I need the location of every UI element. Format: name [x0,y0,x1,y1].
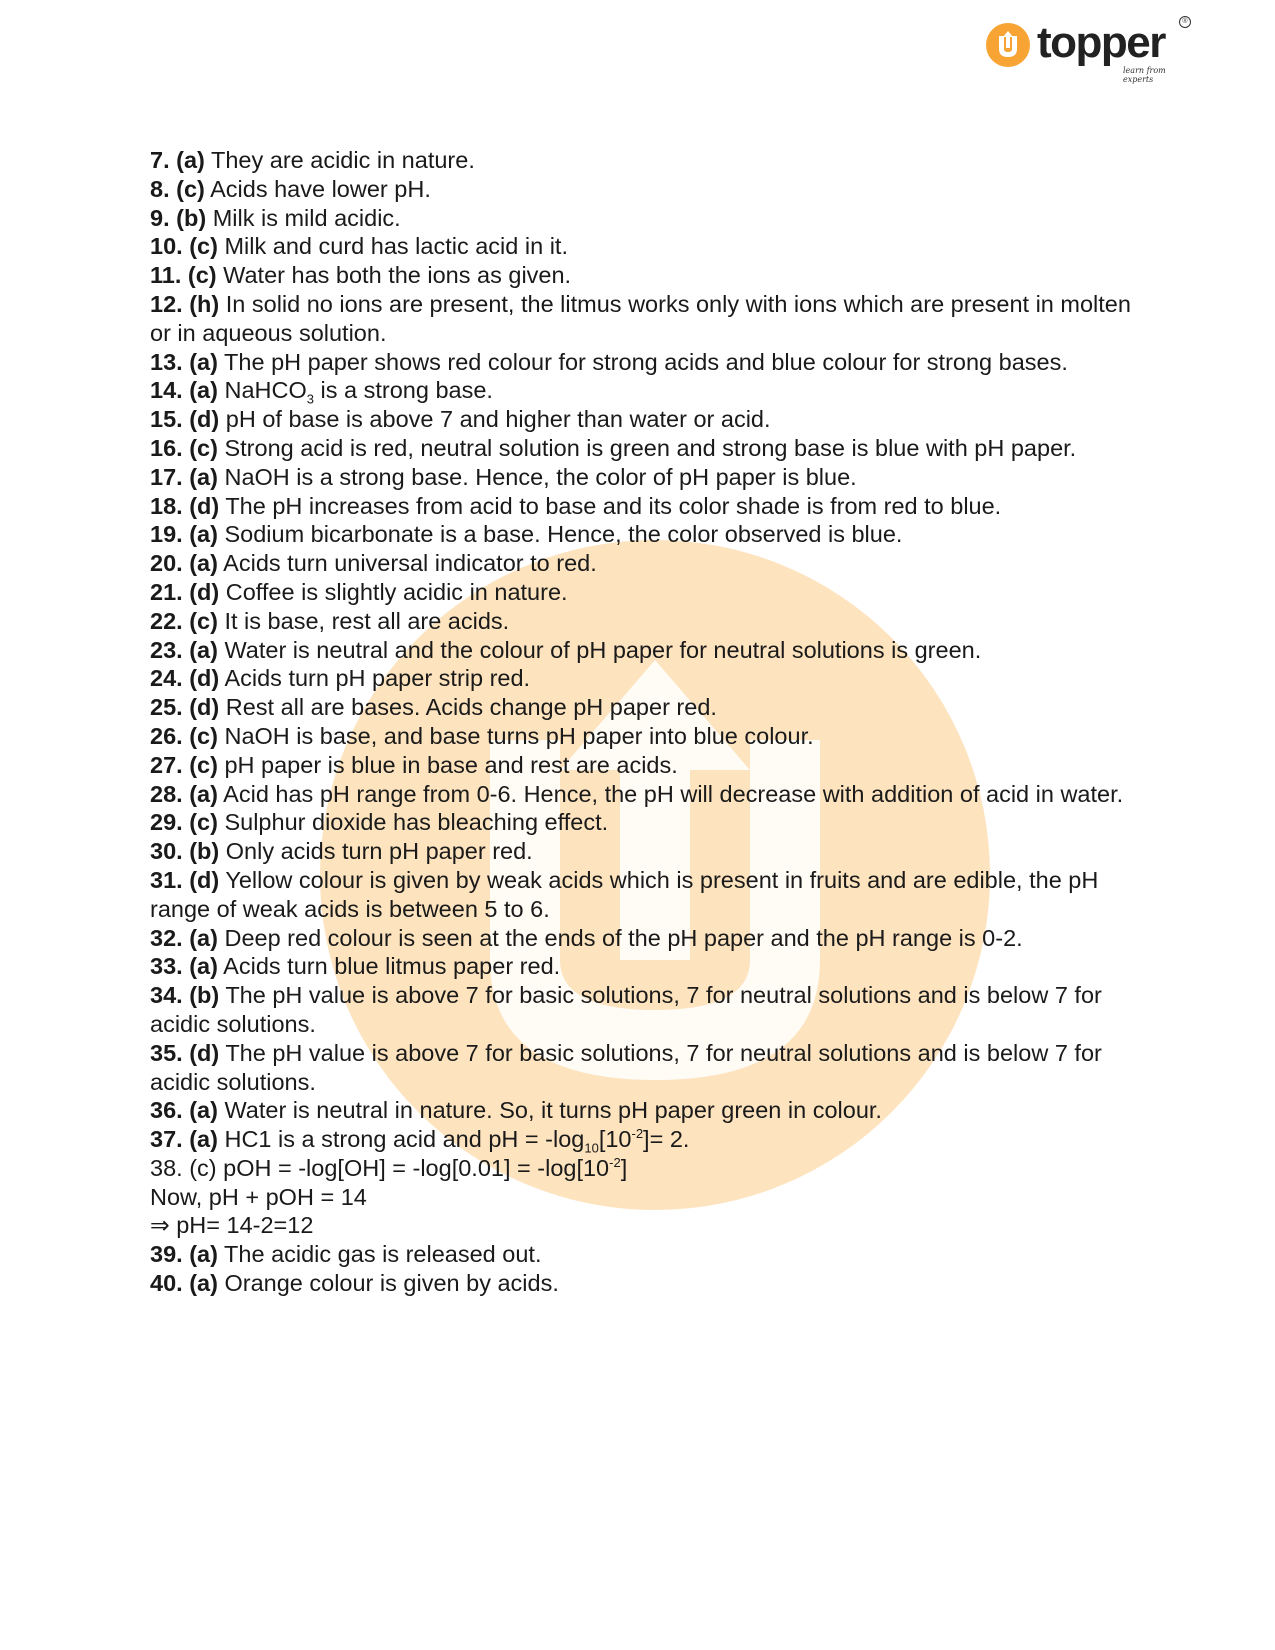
answer-option: (a) [189,636,218,663]
answer-option: (a) [176,147,205,173]
answer-item-38-line1 [150,1154,1135,1183]
answer-number: 9. [150,204,170,231]
answer-item [150,434,1135,463]
answer-option: (a) [189,1126,218,1153]
answer-number: 33. [150,953,183,980]
answer-option: (c) [176,175,205,202]
answer-option: (a) [189,924,218,951]
answer-text: The acidic gas is released out. [224,1241,542,1268]
answer-number: 28. [150,780,183,807]
answer-text: NaOH is base, and base turns pH paper into blue colour. [224,722,814,749]
answer-number: 18. [150,492,183,519]
answer-text: Acids turn pH paper strip red. [224,665,531,692]
answer-option: (a) [189,1097,218,1124]
answer-option: (c) [189,722,218,749]
answer-number: 19. [150,521,183,548]
answer-number: 26. [150,722,183,749]
answer-text: NaOH is a strong base. Hence, the color of pH paper is blue. [224,463,857,490]
answer-number: 21. [150,578,183,605]
answer-item [150,463,1135,492]
answer-item [150,837,1135,866]
answer-item [150,636,1135,665]
logo-wordmark: topper [1037,18,1165,67]
logo-tagline: learn from experts [1123,66,1166,84]
answer-item [150,261,1135,290]
answer-option: (a) [189,521,218,548]
answer-number: 20. [150,550,183,577]
answer-item [150,693,1135,722]
answer-text: The pH paper shows red colour for strong acids and blue colour for strong bases. [224,348,1068,375]
answer-38-text-end: ] [620,1154,628,1181]
answer-option: (a) [189,780,218,807]
answer-text: Sulphur dioxide has bleaching effect. [224,809,609,836]
log-base-subscript: 10 [584,1140,599,1156]
answer-option: (d) [189,866,220,893]
answer-item [150,405,1135,434]
answer-item [150,866,1135,924]
answer-item [150,146,1135,175]
answer-option: (d) [189,492,220,519]
answer-text: Rest all are bases. Acids change pH paper red. [225,694,717,721]
answer-text: Milk is mild acidic. [212,204,401,231]
answer-option: (c) [189,751,218,778]
answer-number: 10. [150,233,183,260]
topper-logo-icon [985,22,1031,68]
answer-item [150,952,1135,981]
answer-item [150,549,1135,578]
answer-text: Acid has pH range from 0-6. Hence, the pH will decrease with addition of acid in water. [223,780,1124,807]
answer-text: Water is neutral in nature. So, it turns pH paper green in colour. [224,1097,882,1124]
answer-item [150,376,1135,408]
answer-item [150,290,1135,348]
answer-number: 15. [150,406,183,433]
answer-item [150,175,1135,204]
answer-option: (c) [189,809,218,836]
answer-text-2: is a strong base. [313,377,493,404]
answer-text: Acids have lower pH. [210,175,431,202]
answer-option: (d) [189,694,220,721]
answer-number: 31. [150,866,183,893]
answer-text: In solid no ions are present, the litmus works only with ions which are present in molten or in aqueous solution. [150,290,1131,346]
answer-item [150,981,1135,1039]
answer-item-38-line3: ⇒ pH= 14-2=12 [150,1212,314,1239]
answer-text: The pH increases from acid to base and its color shade is from red to blue. [225,492,1002,519]
answer-option: (b) [189,838,220,865]
answer-item [150,348,1135,377]
answer-option: (b) [176,204,207,231]
answer-number: 8. [150,175,170,202]
answer-text: HC1 is a strong acid and pH = -log [224,1126,585,1153]
answer-text: They are acidic in nature. [210,147,475,173]
answer-number: 27. [150,751,183,778]
answer-number: 13. [150,348,183,375]
answer-number: 7. [150,147,170,173]
answer-text: It is base, rest all are acids. [224,607,510,634]
answer-text: Strong acid is red, neutral solution is green and strong base is blue with pH paper. [224,434,1077,461]
answer-text: The pH value is above 7 for basic solutions, 7 for neutral solutions and is below 7 for acidic solutions. [150,982,1102,1037]
answers-container [150,146,1135,1125]
answer-number: 35. [150,1039,183,1066]
answer-option: (c) [187,262,217,289]
answer-option: (a) [189,1241,218,1268]
answer-text: Deep red colour is seen at the ends of the pH paper and the pH range is 0-2. [224,924,1023,951]
exponent-superscript: -2 [631,1126,644,1142]
answer-number: 39. [150,1241,183,1268]
answer-item-37 [150,1125,1135,1154]
answer-number: 37. [150,1126,183,1153]
answer-item-39 [150,1240,1135,1269]
answer-item-40 [150,1269,1135,1298]
answer-text: Water has both the ions as given. [223,262,572,289]
answer-item [150,1096,1135,1125]
answer-item [150,664,1135,693]
answer-item [150,924,1135,953]
registered-mark: ® [1179,16,1191,28]
answer-item [150,808,1135,837]
answer-number: 17. [150,463,183,490]
answer-number: 11. [150,262,182,289]
answer-list [150,146,1135,1298]
answer-option: (c) [189,233,218,260]
answer-option: (d) [189,665,220,692]
answer-text: The pH value is above 7 for basic solutions, 7 for neutral solutions and is below 7 for acidic solutions. [150,1039,1102,1095]
answer-number: 16. [150,434,183,461]
answer-item [150,232,1135,261]
answer-number: 29. [150,809,183,836]
answer-number: 36. [150,1097,183,1124]
answer-option: (d) [189,1039,220,1066]
answer-number: 24. [150,665,183,692]
answer-option: (d) [189,406,220,433]
answer-number: 23. [150,636,183,663]
answer-option: (c) [189,434,218,461]
answer-item-38-line2: Now, pH + pOH = 14 [150,1183,367,1210]
answer-text: Milk and curd has lactic acid in it. [224,233,568,260]
answer-option: (a) [189,463,218,490]
answer-number: 40. [150,1270,183,1297]
answer-item [150,751,1135,780]
answer-option: (h) [189,290,220,317]
answer-item [150,204,1135,233]
answer-item [150,520,1135,549]
answer-number: 14. [150,377,183,404]
answer-item [150,578,1135,607]
answer-item [150,492,1135,521]
answer-text: Sodium bicarbonate is a base. Hence, the color observed is blue. [224,521,903,548]
answer-option: (a) [189,550,218,577]
answer-38-text: 38. (c) pOH = -log[OH] = -log[0.01] = -log[10 [150,1154,610,1181]
answer-text: NaHCO [224,377,307,404]
answer-text: Coffee is slightly acidic in nature. [225,578,568,605]
answer-text: Water is neutral and the colour of pH paper for neutral solutions is green. [224,636,982,663]
answer-option: (d) [189,578,220,605]
answer-option: (b) [189,982,220,1009]
answer-number: 12. [150,290,183,317]
answer-text: pH of base is above 7 and higher than water or acid. [225,406,771,433]
answer-option: (a) [189,1270,218,1297]
answer-number: 30. [150,838,183,865]
topper-logo [985,16,1188,84]
answer-text: Acids turn blue litmus paper red. [223,953,561,980]
answer-number: 22. [150,607,183,634]
answer-option: (a) [189,953,218,980]
answer-number: 32. [150,924,183,951]
answer-option: (c) [189,607,218,634]
answer-item [150,722,1135,751]
answer-number: 25. [150,694,183,721]
formula-subscript: 3 [306,392,314,408]
answer-option: (a) [189,348,218,375]
answer-text-3: ]= 2. [643,1126,690,1153]
answer-text: Acids turn universal indicator to red. [223,550,597,577]
exponent-superscript: -2 [609,1155,621,1171]
answer-item [150,607,1135,636]
answer-item [150,780,1135,809]
answer-text-2: [10 [598,1126,632,1153]
answer-option: (a) [189,377,218,404]
answer-text: Only acids turn pH paper red. [225,838,533,865]
answer-text: pH paper is blue in base and rest are acids. [224,751,678,778]
answer-number: 34. [150,982,183,1009]
answer-item [150,1039,1135,1097]
answer-text: Orange colour is given by acids. [224,1270,559,1297]
answer-text: Yellow colour is given by weak acids which is present in fruits and are edible, the pH range of weak acids is between 5 to 6. [150,866,1099,922]
